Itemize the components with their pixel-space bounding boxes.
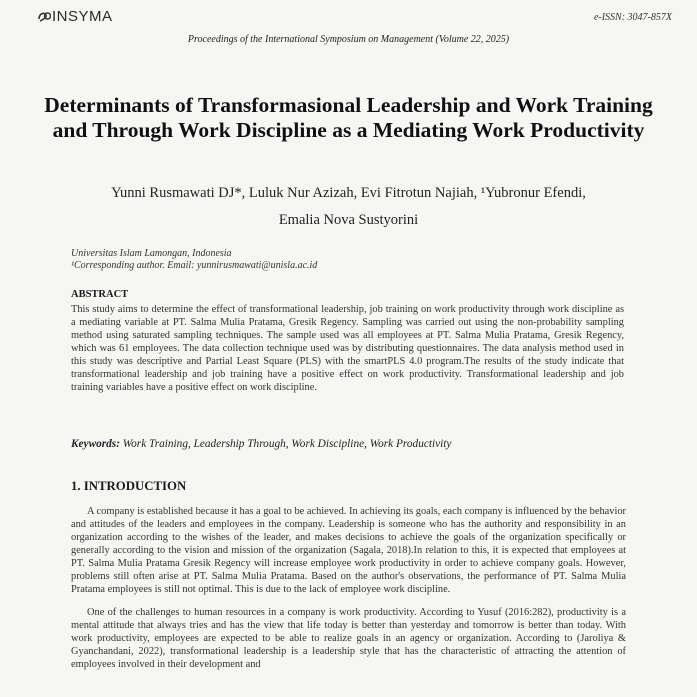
abstract-text: This study aims to determine the effect of transformational leadership, job training on work productivity through work discipline as a mediating variable at PT. Salma Mulia Pratama, Gresik Regency. Sampling was carried out using the non-probability sampling method using saturated sampling techniques. The sample used was all employees at PT. Salma Mulia Pratama, Gresik Regency, which was 61 employees. The data collection technique used was by distributing questionnaires. The data analysis method used in this study was descriptive and Partial Least Square (PLS) with the smartPLS 4.0 program.The results of the study indicate that transformational leadership and job training have a positive effect on work productivity. Transformational leadership and job training variables have a positive effect on work discipline.	[71, 304, 624, 393]
author-list	[40, 180, 657, 234]
logo-mark-icon	[37, 9, 51, 23]
insyma-logo	[37, 8, 113, 25]
intro-paragraph-2: One of the challenges to human resources in a company is work productivity. According to Yusuf (2016:282), productivity is a mental attitude that always tries and has the view that life today is better than yesterday and tomorrow is better than today. With work productivity, employees are expected to be able to realize goals in an agency or organization. According to (Jaroliya & Gyanchandani, 2022), transformational leadership is a leadership style that has the characteristic of attracting the attention of employees involved in their development and	[71, 607, 626, 670]
paper-title: Determinants of Transformasional Leadership and Work Training and Through Work Discipline as a Mediating Work Productivity	[44, 93, 653, 142]
abstract-heading: ABSTRACT	[71, 289, 129, 300]
authors-line-2: Emalia Nova Sustyorini	[278, 212, 419, 228]
proceedings-line: Proceedings of the International Symposium on Management (Volume 22, 2025)	[187, 34, 510, 45]
affiliations	[71, 248, 317, 272]
intro-paragraph-1: A company is established because it has a goal to be achieved. In achieving its goals, each company is influenced by the behavior and attitudes of the leaders and employees in the company. Leadership is someone who has the authority and responsibility in an organization according to the wishes of the leader, and makes decisions to achieve the goals of the organization specifically or generally according to the vision and mission of the organization (Sagala, 2018).In relation to this, it is expected that employees at PT. Salma Mulia Pratama Gresik Regency will increase employee work productivity in order to achieve company goals. However, problems still often arise at PT. Salma Mulia Pratama. Based on the author's observations, the performance of PT. Salma Mulia Pratama employees is still not optimal. This is due to the lack of employee work discipline.	[71, 506, 626, 595]
keywords	[71, 438, 451, 450]
logo-text: INSYMA	[52, 8, 113, 25]
affiliation: Universitas Islam Lamongan, Indonesia	[71, 248, 232, 259]
section-heading-introduction: 1. INTRODUCTION	[71, 479, 187, 493]
keywords-list: Work Training, Leadership Through, Work Discipline, Work Productivity	[122, 438, 452, 450]
page-header	[0, 0, 697, 30]
authors-line-1: Yunni Rusmawati DJ*, Luluk Nur Azizah, Evi Fitrotun Najiah, ¹Yubronur Efendi,	[111, 185, 586, 201]
introduction-body	[71, 505, 626, 681]
corresponding-author: ¹Corresponding author. Email: yunnirusmawati@unisla.ac.id	[71, 260, 318, 271]
issn: e-ISSN: 3047-857X	[593, 12, 672, 23]
keywords-label: Keywords:	[71, 438, 120, 450]
